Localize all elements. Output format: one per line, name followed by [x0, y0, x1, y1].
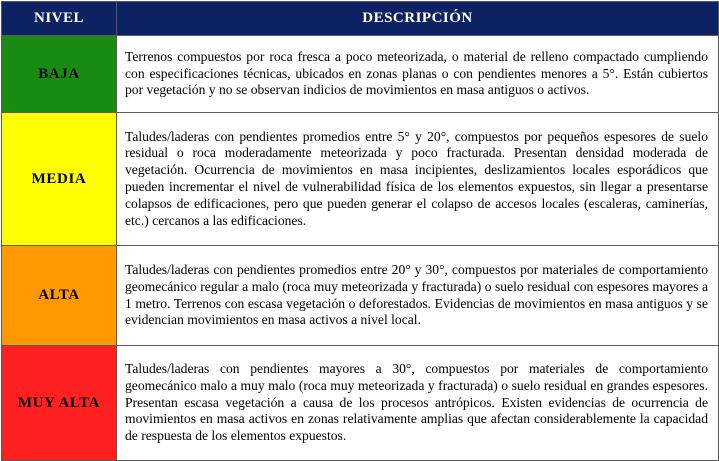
- table-row: [2, 113, 719, 246]
- hazard-level-table: [1, 1, 719, 461]
- table-row: [2, 36, 719, 113]
- description-cell: Taludes/laderas con pendientes mayores a 30°, compuestos por materiales de comportamiento geomecánico malo a muy malo (roca muy meteorizada y fracturada) o suelo residual en grandes espesores. Presentan escasa vegetación a causa de los procesos antrópicos. Existen evidencias de ocurrencia de movimientos en masa activos en zonas relativamente amplias que afectan considerablemente la capacidad de respuesta de los elementos expuestos.: [117, 346, 719, 461]
- table-row: [2, 346, 719, 461]
- description-cell: Taludes/laderas con pendientes promedios entre 5° y 20°, compuestos por pequeños espesores de suelo residual o roca moderadamente meteorizada y poco fracturada. Presentan densidad moderada de vegetación. Ocurrencia de movimientos en masa incipientes, deslizamientos locales esporádicos que pueden incrementar el nivel de vulnerabilidad física de los elementos expuestos, sin llegar a presentarse colapsos de edificaciones, pero que pueden generar el colapso de accesos locales (escaleras, caminerías, etc.) cercanos a las edificaciones.: [117, 113, 719, 246]
- level-cell-baja: BAJA: [2, 36, 117, 113]
- description-cell: Terrenos compuestos por roca fresca a poco meteorizada, o material de relleno compactado cumpliendo con especificaciones técnicas, ubicados en zonas planas o con pendientes menores a 5°. Están cubiertos por vegetación y no se observan indicios de movimientos en masa antiguos o activos.: [117, 36, 719, 113]
- table-header-row: [2, 2, 719, 36]
- level-cell-media: MEDIA: [2, 113, 117, 246]
- description-cell: Taludes/laderas con pendientes promedios entre 20° y 30°, compuestos por materiales de comportamiento geomecánico regular a malo (roca muy meteorizada y fracturada) o suelo residual con espesores mayores a 1 metro. Terrenos con escasa vegetación o deforestados. Evidencias de movimientos en masa antiguos y se evidencian movimientos en masa activos a nivel local.: [117, 246, 719, 346]
- level-cell-muy-alta: MUY ALTA: [2, 346, 117, 461]
- header-nivel: NIVEL: [2, 2, 117, 36]
- level-cell-alta: ALTA: [2, 246, 117, 346]
- table-row: [2, 246, 719, 346]
- header-descripcion: DESCRIPCIÓN: [117, 2, 719, 36]
